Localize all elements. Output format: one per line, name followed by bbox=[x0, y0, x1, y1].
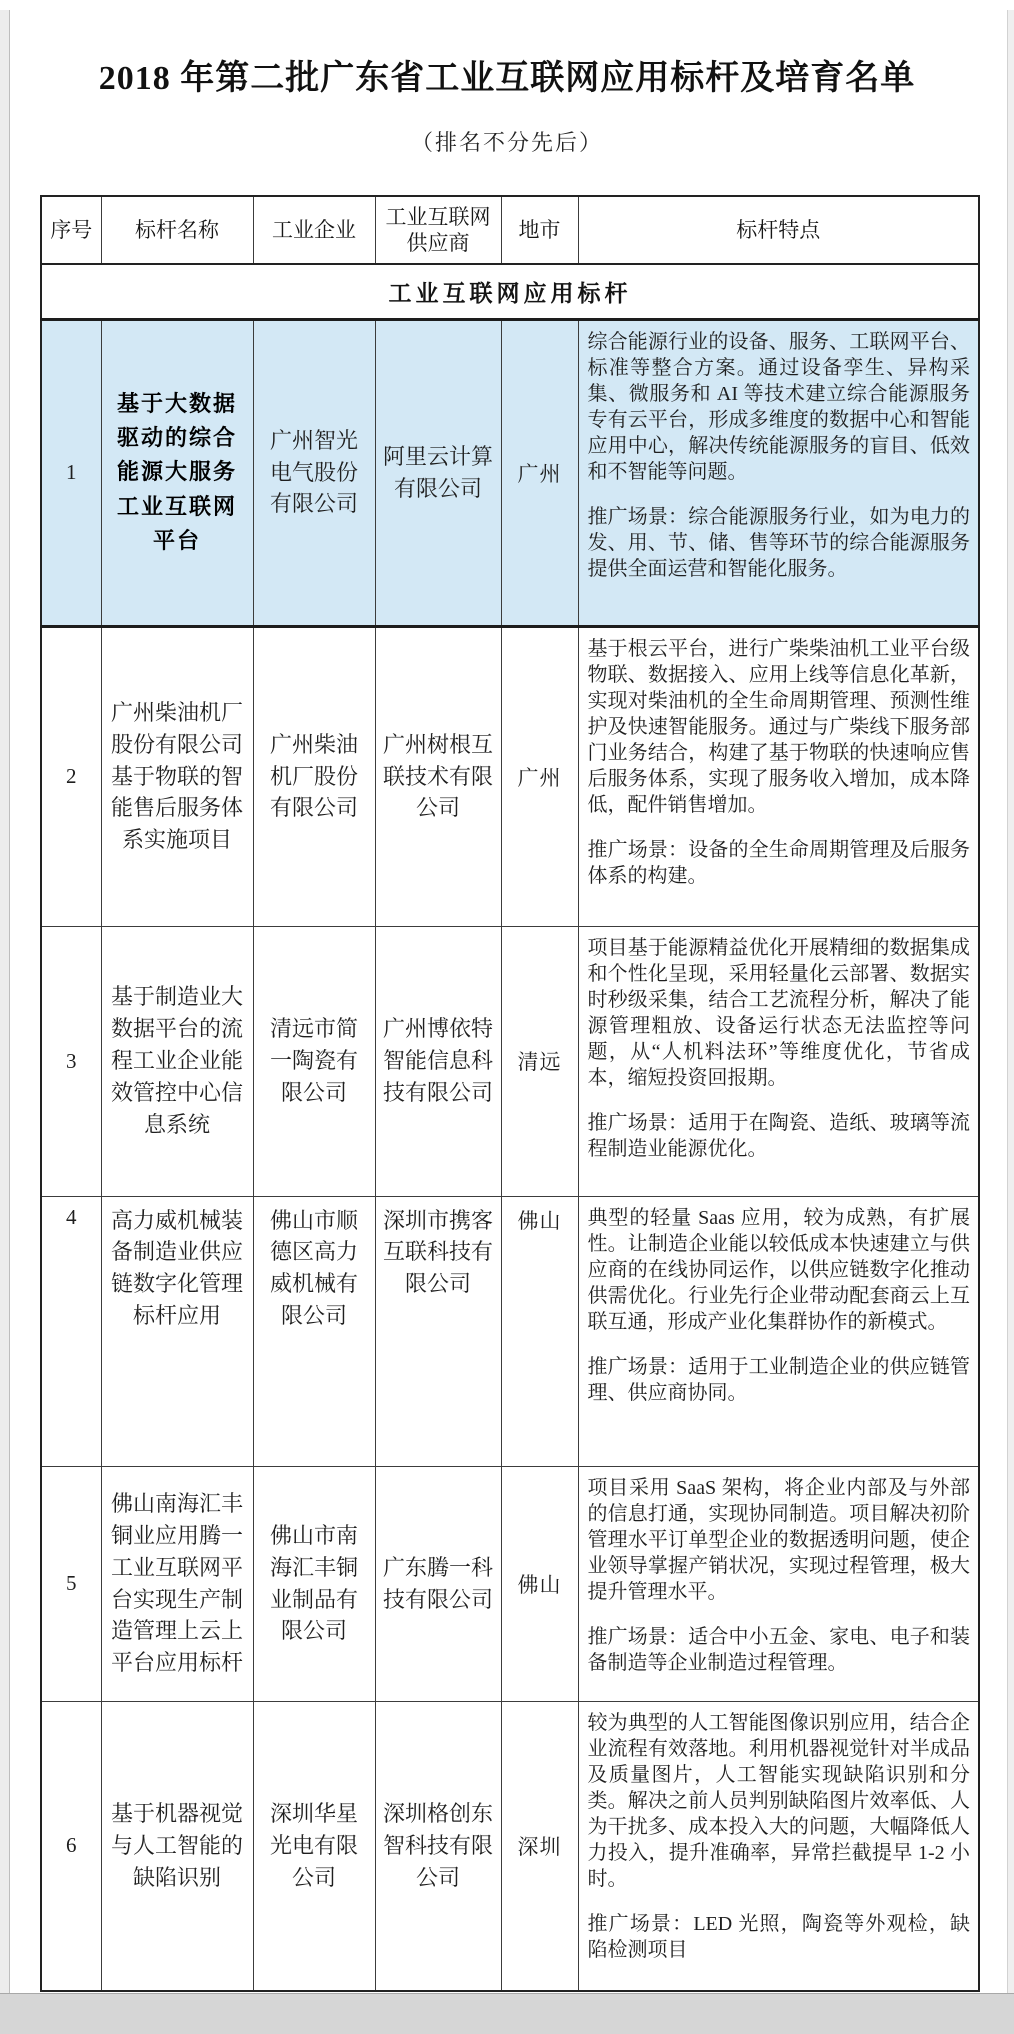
feature-text: 基于根云平台，进行广柴柴油机工业平台级物联、数据接入、应用上线等信息化革新，实现对柴油机的全生命周期管理、预测性维护及快速智能服务。通过与广柴线下服务部门业务结合，构建了基于物联的快速响应售后服务体系，实现了服务收入增加，成本降低，配件销售增加。 bbox=[587, 637, 970, 816]
page-title: 2018 年第二批广东省工业互联网应用标杆及培育名单 bbox=[98, 60, 916, 97]
row-2-supplier: 广州树根互联技术有限公司 bbox=[375, 626, 501, 926]
table-row bbox=[41, 926, 979, 1196]
row-2-feature bbox=[578, 626, 979, 926]
row-6-city: 深圳 bbox=[501, 1701, 578, 1991]
feature-text: 项目基于能源精益优化开展精细的数据集成和个性化呈现，采用轻量化云部署、数据实时秒级采集，结合工艺流程分析，解决了能源管理粗放、设备运行状态无法监控等问题，从“人机料法环”等维度优化，节省成本，缩短投资回报期。 bbox=[587, 936, 970, 1089]
row-1-city: 广州 bbox=[501, 319, 578, 626]
row-2-name: 广州柴油机厂股份有限公司基于物联的智能售后服务体系实施项目 bbox=[101, 626, 253, 926]
table-row bbox=[41, 626, 979, 926]
feature-text: 典型的轻量 Saas 应用，较为成熟，有扩展性。让制造企业能以较低成本快速建立与供应商的在线协同运作，以供应链数字化推动供需优化。行业先行企业带动配套商云上互联互通，形成产业化集群协作的新模式。 bbox=[587, 1206, 970, 1333]
row-4-enterprise: 佛山市顺德区高力威机械有限公司 bbox=[253, 1196, 375, 1466]
section-row bbox=[41, 264, 979, 319]
row-5-enterprise: 佛山市南海汇丰铜业制品有限公司 bbox=[253, 1466, 375, 1701]
row-4-supplier: 深圳市携客互联科技有限公司 bbox=[375, 1196, 501, 1466]
header-no: 序号 bbox=[41, 196, 101, 264]
header-name: 标杆名称 bbox=[101, 196, 253, 264]
header-row bbox=[41, 196, 979, 264]
table-body bbox=[41, 264, 979, 1991]
feature-text: 项目采用 SaaS 架构，将企业内部及与外部的信息打通，实现协同制造。项目解决初阶管理水平订单型企业的数据透明问题，使企业领导掌握产销状况，实现过程管理，极大提升管理水平。 bbox=[587, 1476, 970, 1603]
row-1-supplier: 阿里云计算有限公司 bbox=[375, 319, 501, 626]
scenario-text: 推广场景：适合中小五金、家电、电子和装备制造等企业制造过程管理。 bbox=[587, 1625, 970, 1674]
row-3-supplier: 广州博依特智能信息科技有限公司 bbox=[375, 926, 501, 1196]
header-supplier: 工业互联网供应商 bbox=[375, 196, 501, 264]
row-2-no: 2 bbox=[41, 626, 101, 926]
row-3-name: 基于制造业大数据平台的流程工业企业能效管控中心信息系统 bbox=[101, 926, 253, 1196]
row-2-city: 广州 bbox=[501, 626, 578, 926]
row-1-feature bbox=[578, 319, 979, 626]
row-6-name: 基于机器视觉与人工智能的缺陷识别 bbox=[101, 1701, 253, 1991]
scenario-text: 推广场景：设备的全生命周期管理及后服务体系的构建。 bbox=[587, 838, 970, 887]
row-3-city: 清远 bbox=[501, 926, 578, 1196]
row-4-city: 佛山 bbox=[501, 1196, 578, 1466]
row-5-supplier: 广东腾一科技有限公司 bbox=[375, 1466, 501, 1701]
table-row bbox=[41, 1196, 979, 1466]
row-5-city: 佛山 bbox=[501, 1466, 578, 1701]
row-1-no: 1 bbox=[41, 319, 101, 626]
row-6-feature bbox=[578, 1701, 979, 1991]
table-header bbox=[41, 196, 979, 264]
header-enterprise: 工业企业 bbox=[253, 196, 375, 264]
row-6-no: 6 bbox=[41, 1701, 101, 1991]
row-5-feature bbox=[578, 1466, 979, 1701]
row-6-supplier: 深圳格创东智科技有限公司 bbox=[375, 1701, 501, 1991]
row-5-no: 5 bbox=[41, 1466, 101, 1701]
row-1-name: 基于大数据驱动的综合能源大服务工业互联网平台 bbox=[101, 319, 253, 626]
row-3-no: 3 bbox=[41, 926, 101, 1196]
row-5-name: 佛山南海汇丰铜业应用腾一工业互联网平台实现生产制造管理上云上平台应用标杆 bbox=[101, 1466, 253, 1701]
row-3-enterprise: 清远市简一陶瓷有限公司 bbox=[253, 926, 375, 1196]
page-edge-left bbox=[0, 10, 10, 2034]
feature-text: 综合能源行业的设备、服务、工联网平台、标准等整合方案。通过设备孪生、异构采集、微服务和 AI 等技术建立综合能源服务专有云平台，形成多维度的数据中心和智能应用中心，解决传统能源服务的盲目、低效和不智能等问题。 bbox=[587, 330, 970, 483]
table-row bbox=[41, 1466, 979, 1701]
page-edge-bottom bbox=[0, 1993, 1014, 2034]
table-row bbox=[41, 319, 979, 626]
benchmark-table bbox=[40, 195, 980, 1992]
section-title: 工业互联网应用标杆 bbox=[41, 264, 979, 319]
row-4-name: 高力威机械装备制造业供应链数字化管理标杆应用 bbox=[101, 1196, 253, 1466]
page-subtitle: （排名不分先后） bbox=[410, 130, 603, 155]
page-edge-right bbox=[1007, 10, 1014, 2034]
row-2-enterprise: 广州柴油机厂股份有限公司 bbox=[253, 626, 375, 926]
row-6-enterprise: 深圳华星光电有限公司 bbox=[253, 1701, 375, 1991]
header-city: 地市 bbox=[501, 196, 578, 264]
header-feature: 标杆特点 bbox=[578, 196, 979, 264]
table-row bbox=[41, 1701, 979, 1991]
scenario-text: 推广场景：综合能源服务行业，如为电力的发、用、节、储、售等环节的综合能源服务提供全面运营和智能化服务。 bbox=[587, 505, 970, 580]
row-4-feature bbox=[578, 1196, 979, 1466]
row-3-feature bbox=[578, 926, 979, 1196]
scenario-text: 推广场景：适用于在陶瓷、造纸、玻璃等流程制造业能源优化。 bbox=[587, 1111, 970, 1160]
scenario-text: 推广场景：LED 光照，陶瓷等外观检，缺陷检测项目 bbox=[587, 1912, 970, 1961]
row-4-no: 4 bbox=[41, 1196, 101, 1466]
scenario-text: 推广场景：适用于工业制造企业的供应链管理、供应商协同。 bbox=[587, 1355, 970, 1404]
row-1-enterprise: 广州智光电气股份有限公司 bbox=[253, 319, 375, 626]
feature-text: 较为典型的人工智能图像识别应用，结合企业流程有效落地。利用机器视觉针对半成品及质量图片，人工智能实现缺陷识别和分类。解决之前人员判别缺陷图片效率低、人为干扰多、成本投入大的问题，大幅降低人力投入，提升准确率，异常拦截提早 1-2 小时。 bbox=[587, 1711, 970, 1890]
